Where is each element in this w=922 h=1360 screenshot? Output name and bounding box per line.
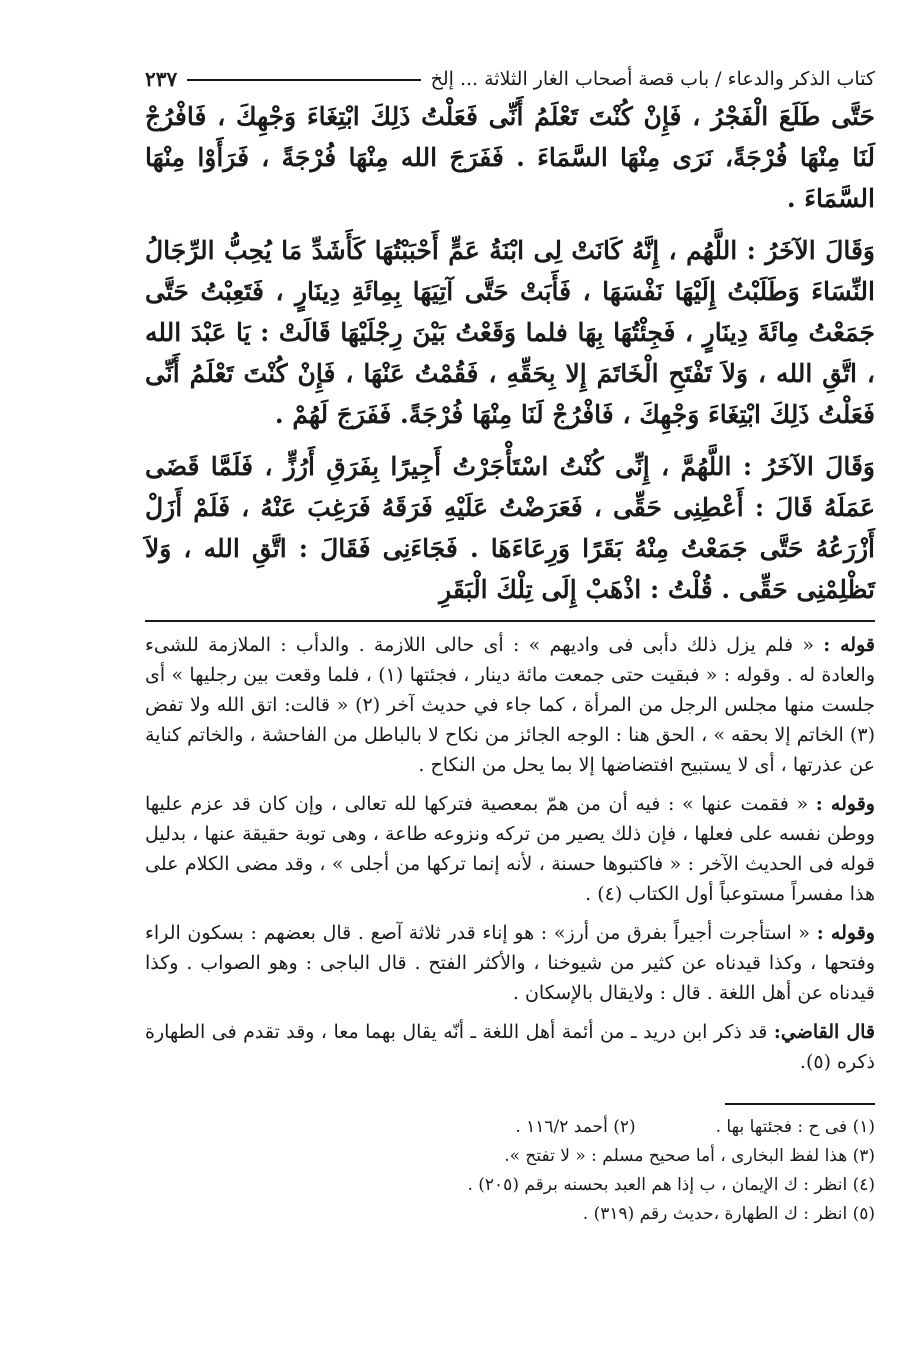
hadith-text: وَقَالَ الآخَرُ : اللَّهُمَّ ، إِنِّى كُنْتُ اسْتَأْجَرْتُ أَجِيرًا بِفَرَقِ أَرُزٍّ ، فَلَمَّا قَضَى عَمَلَهُ قَالَ : أَعْطِنِى حَقِّى ، فَعَرَضْتُ عَلَيْهِ فَرَقَهُ فَرَغِبَ عَنْهُ ، فَلَمْ أَزَلْ أَزْرَعُهُ حَتَّى جَمَعْتُ مِنْهُ بَقَرًا وَرِعَاءَهَا . فَجَاءَنِى فَقَالَ : اتَّقِ الله ، وَلاَ تَظْلِمْنِى حَقِّى . قُلْتُ : اذْهَبْ إِلَى تِلْكَ الْبَقَرِ bbox=[145, 452, 875, 604]
hadith-text: حَتَّى طَلَعَ الْفَجْرُ ، فَإِنْ كُنْتَ تَعْلَمُ أَنِّى فَعَلْتُ ذَلِكَ ابْتِغَاءَ وَجْهِكَ ، فَافْرُجْ لَنَا مِنْهَا فُرْجَةً، نَرَى مِنْهَا السَّمَاءَ . فَفَرَجَ الله مِنْهَا فُرْجَةً ، فَرَأَوْا مِنْهَا السَّمَاءَ . bbox=[145, 102, 875, 213]
hadith-text: وَقَالَ الآخَرُ : اللَّهُم ، إِنَّهُ كَانَتْ لِى ابْنَةُ عَمٍّ أَحْبَبْتُهَا كَأَشَدِّ مَا يُحِبُّ الرِّجَالُ النِّسَاءَ وَطَلَبْتُ إِلَيْهَا نَفْسَهَا ، فَأَبَتْ حَتَّى آتِيَهَا بِمِائَةِ دِينَارٍ ، فَتَعِبْتُ حَتَّى جَمَعْتُ مِائَةَ دِينَارٍ ، فَجِئْتُهَا بِهَا فلما وَقَعْتُ بَيْنَ رِجْلَيْهَا قَالَتْ : يَا عَبْدَ الله ، اتَّقِ الله ، وَلاَ تَفْتَحِ الْخَاتَمَ إِلا بِحَقِّهِ ، فَقُمْتُ عَنْهَا ، فَإِنْ كُنْتَ تَعْلَمُ أَنِّى فَعَلْتُ ذَلِكَ ابْتِغَاءَ وَجْهِكَ ، فَافْرُجْ لَنَا مِنْهَا فُرْجَةً. فَفَرَجَ لَهُمْ . bbox=[145, 236, 875, 429]
hadith-paragraph-1 bbox=[145, 96, 875, 219]
header-title: كتاب الذكر والدعاء / باب قصة أصحاب الغار الثلاثة ... إلخ bbox=[430, 68, 875, 90]
commentary-paragraph-3 bbox=[145, 918, 875, 1008]
commentary-text: « فقمت عنها » : فيه أن من همّ بمعصية فتركها لله تعالى ، وإن كان قد عزم عليها ووطن نفسه على فعلها ، فإن ذلك يصير من تركه ونزوعه طاعة ، وهى توبة حقيقة عنها ، بدليل قوله فى الحديث الآخر : « فاكتبوها حسنة ، لأنه إنما تركها من أجلى » ، وقد مضى الكلام على هذا مفسراً مستوعباً أول الكتاب (٤) . bbox=[145, 793, 875, 905]
footnote-2: (٢) أحمد ١١٦/٢ . bbox=[515, 1117, 636, 1137]
commentary-paragraph-1 bbox=[145, 630, 875, 780]
commentary-text: قد ذكر ابن دريد ـ من أئمة أهل اللغة ـ أنّه يقال بهما معا ، وقد تقدم فى الطهارة ذكره (٥). bbox=[145, 1021, 875, 1073]
header-rule bbox=[187, 79, 420, 81]
commentary-paragraph-2 bbox=[145, 789, 875, 909]
commentary-lead: وقوله : bbox=[815, 793, 875, 815]
page-number: ٢٣٧ bbox=[145, 67, 178, 91]
footnote-row bbox=[145, 1113, 875, 1142]
footnote-4: (٤) انظر : ك الإيمان ، ب إذا هم العبد بحسنه برقم (٢٠٥) . bbox=[467, 1175, 875, 1195]
commentary-text: « استأجرت أجيراً بفرق من أرز» : هو إناء قدر ثلاثة آصع . قال بعضهم : بسكون الراء وفتحها ، وكذا قيدناه عن كثير من شيوخنا ، والأكثر الفتح . قال الباجى : وهو الصواب . وكذا قيدناه عن أهل اللغة . قال : ولايقال بالإسكان . bbox=[145, 922, 875, 1004]
hadith-paragraph-2 bbox=[145, 230, 875, 435]
book-page bbox=[145, 62, 875, 1229]
commentary-paragraph-4 bbox=[145, 1017, 875, 1077]
commentary-lead: قال القاضي: bbox=[773, 1021, 875, 1043]
hadith-paragraph-3 bbox=[145, 446, 875, 610]
running-header bbox=[145, 62, 875, 96]
commentary-lead: قوله : bbox=[823, 634, 875, 656]
section-divider bbox=[145, 620, 875, 622]
commentary-lead: وقوله : bbox=[816, 922, 875, 944]
commentary-text: « فلم يزل ذلك دأبى فى واديهم » : أى حالى اللازمة . والدأب : الملازمة للشىء والعادة له . وقوله : « فبقيت حتى جمعت مائة دينار ، فجئتها (١) ، فلما وقعت بين رجليها » أى جلست منها مجلس الرجل من المرأة ، كما جاء في حديث آخر (٢) « قالت: اتق الله ولا تفض (٣) الخاتم إلا بحقه » ، الحق هنا : الوجه الجائز من نكاح لا بالباطل من الفاحشة ، والخاتم كناية عن عذرتها ، أى لا يستبيح افتضاضها إلا بما يحل من النكاح . bbox=[145, 634, 876, 776]
footnote-1: (١) فى ح : فجئتها بها . bbox=[715, 1117, 875, 1137]
footnote-rule bbox=[725, 1103, 875, 1105]
commentary-section bbox=[145, 630, 875, 1077]
footnote-3: (٣) هذا لفظ البخارى ، أما صحيح مسلم : « لا تفتح ». bbox=[504, 1146, 875, 1166]
footnote-5: (٥) انظر : ك الطهارة ،حديث رقم (٣١٩) . bbox=[582, 1204, 875, 1224]
footnotes bbox=[145, 1113, 875, 1229]
